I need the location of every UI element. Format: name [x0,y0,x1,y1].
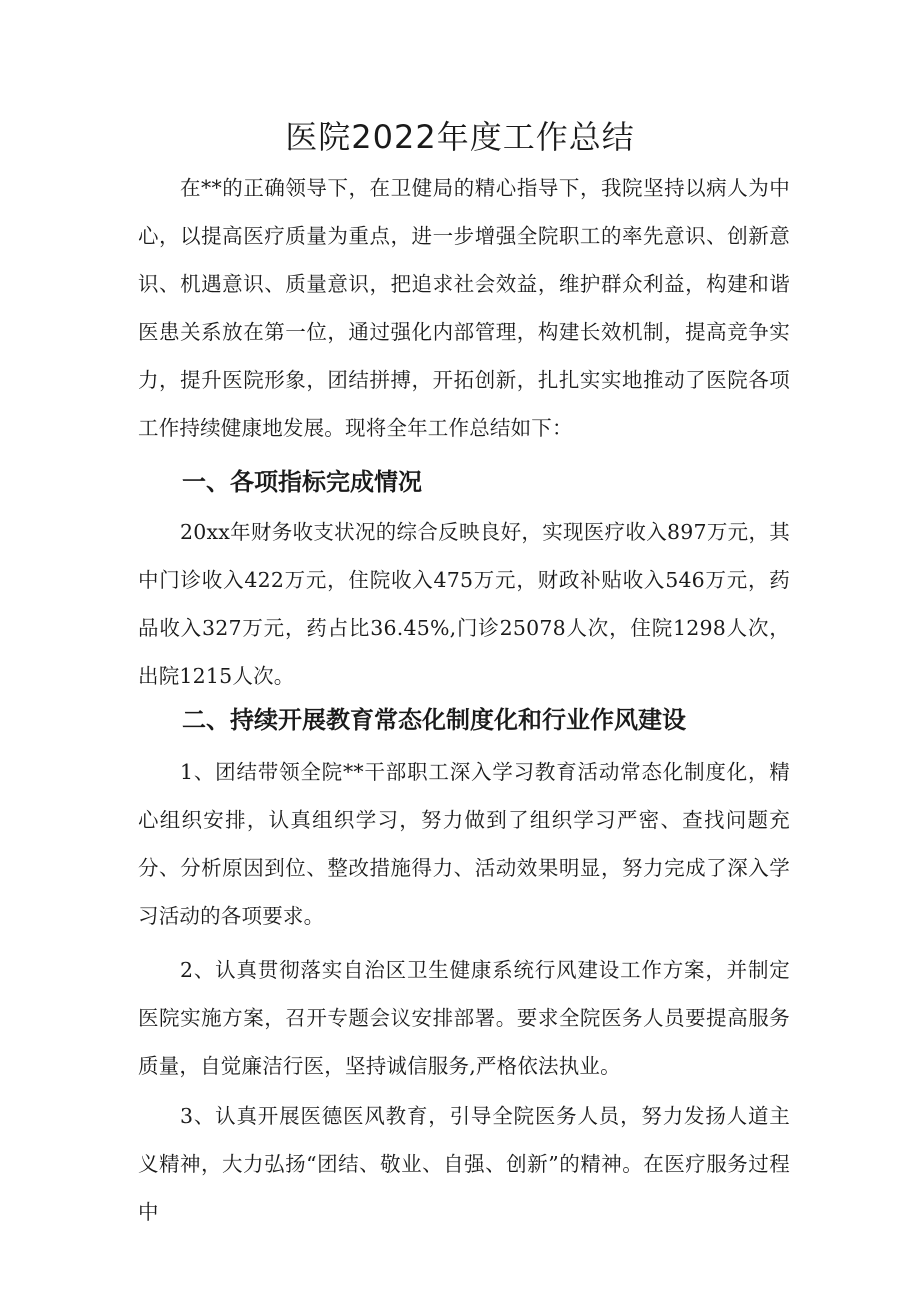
section-2-item-1: 1、团结带领全院**干部职工深入学习教育活动常态化制度化，精心组织安排，认真组织学习，努力做到了组织学习严密、查找问题充分、分析原因到位、整改措施得力、活动效果明显，努力完成了深入学习活动的各项要求。 [138,760,790,928]
section-2-item-3: 3、认真开展医德医风教育，引导全院医务人员，努力发扬人道主义精神，大力弘扬“团结、敬业、自强、创新”的精神。在医疗服务过程中 [138,1104,790,1224]
intro-paragraph: 在**的正确领导下，在卫健局的精心指导下，我院坚持以病人为中心，以提高医疗质量为重点，进一步增强全院职工的率先意识、创新意识、机遇意识、质量意识，把追求社会效益，维护群众利益，构建和谐医患关系放在第一位，通过强化内部管理，构建长效机制，提高竞争实力，提升医院形象，团结拼搏，开拓创新，扎扎实实地推动了医院各项工作持续健康地发展。现将全年工作总结如下： [138,176,790,440]
section-1-paragraph: 20xx年财务收支状况的综合反映良好，实现医疗收入897万元，其中门诊收入422万元，住院收入475万元，财政补贴收入546万元，药品收入327万元，药占比36.45%,门诊25078人次，住院1298人次，出院1215人次。 [138,520,790,688]
section-1-heading: 一、各项指标完成情况 [182,468,422,496]
section-2-heading: 二、持续开展教育常态化制度化和行业作风建设 [182,706,686,734]
document-title: 医院2022年度工作总结 [285,118,635,156]
section-2-item-2: 2、认真贯彻落实自治区卫生健康系统行风建设工作方案，并制定医院实施方案，召开专题会议安排部署。要求全院医务人员要提高服务质量，自觉廉洁行医，坚持诚信服务,严格依法执业。 [138,958,790,1078]
